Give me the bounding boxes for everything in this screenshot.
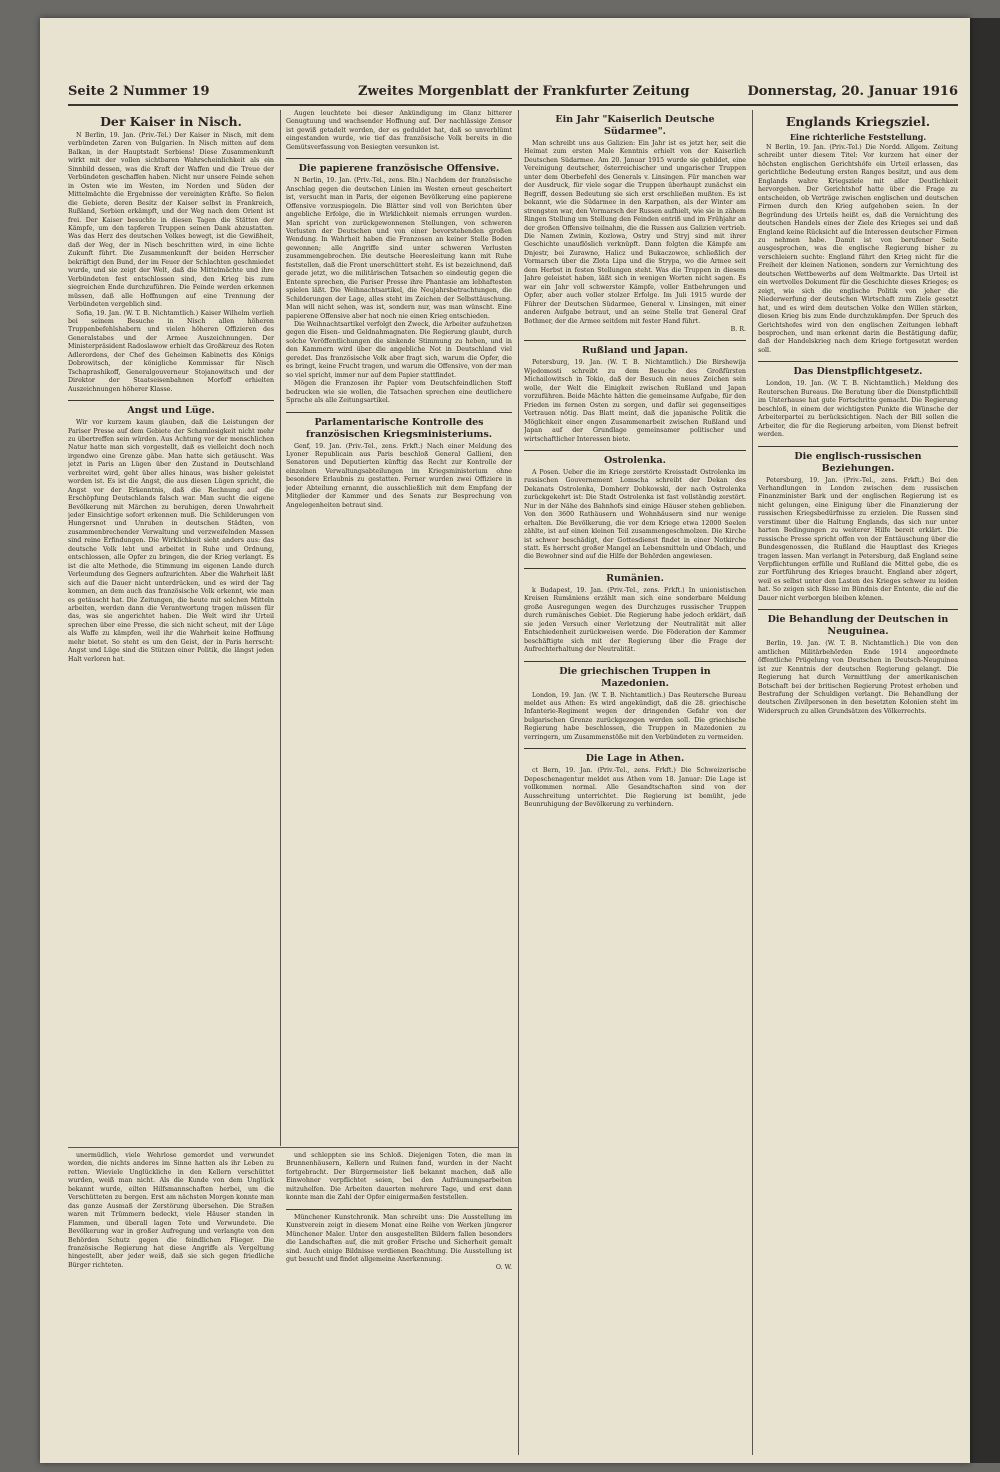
article-body: Petersburg, 19. Jan. (Priv.-Tel., zens. Frkft.) Bei den Verhandlungen in London zwischen dem russischen Finanzminister Bark und der englischen Regierung ist es nicht gelungen, eine Einigung über die Finanzierung der russischen Kriegsbedürfnisse zu erzielen. Die Russen sind verstimmt über die Haltung Englands, das sich nur unter harten Bedingungen zu weiterer Hilfe bereit erklärt. Die russische Presse spricht offen von der Enttäuschung über die Bundesgenossen, die Rußland die Hauptlast des Krieges tragen lassen. Man verlangt in Petersburg, daß England seine Verpflichtungen erfülle und Rußland die Mittel gebe, die es zur Fortführung des Krieges braucht. England aber zögert, weil es selbst unter den Lasten des Krieges schwer zu leiden hat. So zeigen sich Risse im Bündnis der Entente, die auf die Dauer nicht verborgen bleiben können. [758, 476, 958, 602]
article-body: Petersburg, 19. Jan. (W. T. B. Nichtamtlich.) Die Birshewija Wjedomosti schreibt zu dem Besuche des Großfürsten Michailowitsch in Tokio, daß der Besuch ein neues Zeichen sein wolle, der Welt die Einigkeit zwischen Rußland und Japan vorzuführen. Beide Mächte hätten die gemeinsame Aufgabe, für den Frieden im fernen Osten zu sorgen, und dafür sei gegenseitiges Vertrauen nötig. Das Blatt meint, daß die japanische Politik die Möglichkeit einer engen Zusammenarbeit zwischen Rußland und Japan auf der Grundlage gemeinsamer politischer und wirtschaftlicher Interessen biete. [524, 359, 746, 443]
article-title: Die griechischen Truppen in Mazedonien. [559, 665, 711, 689]
article-body: Augen leuchtete bei dieser Ankündigung im Glanz bitterer Genugtuung und wachsender Hoffnung auf. Der nachlässige Zensor ist gewiß getadelt worden, der es geduldet hat, daß so unverblümt eingestanden wurde, wie tief das französische Volk bereits in die Gemütsverfassung von Besiegten versunken ist. [286, 110, 512, 151]
article-title: Die papierene französische Offensive. [298, 163, 500, 175]
column-4 [758, 110, 958, 1450]
article-title: Die Lage in Athen. [585, 753, 685, 765]
header-page-number: Seite 2 Nummer 19 [68, 84, 210, 99]
header-masthead: Zweites Morgenblatt der Frankfurter Zeitung [358, 84, 690, 99]
article-body: Berlin, 19. Jan. (W. T. B. Nichtamtlich.) Die von den amtlichen Militärbehörden Ende 1914 angeordnete öffentliche Prügelung von Deutschen in Deutsch-Neuguinea ist zur Kenntnis der deutschen Regierung gelangt. Die Regierung hat durch Vermittlung der amerikanischen Botschaft bei der britischen Regierung Protest erhoben und Bestrafung der Schuldigen verlangt. Die Behandlung der deutschen Zivilpersonen in den besetzten Kolonien steht im Widerspruch zu allen Grundsätzen des Völkerrechts. [758, 640, 958, 715]
article-title: Die Behandlung der Deutschen in Neuguinea. [767, 614, 949, 638]
article-title: Parlamentarische Kontrolle des französischen Kriegsministeriums. [305, 416, 493, 440]
article-title: Ein Jahr "Kaiserlich Deutsche Südarmee". [555, 114, 715, 137]
article-body: Die Weihnachtsartikel verfolgt den Zweck, die Arbeiter aufzuhetzen gegen die Eisen- und Geldnahmagnaten. Die Regierung glaubt, durch solche Veröffentlichungen die sinkende Stimmung zu heben, und in den Kammern wird über die angebliche Not in Deutschland viel geredet. Das französische Volk aber fragt sich, warum die Opfer, die es bringt, keine Frucht tragen, und warum die Offensive, von der man so viel spricht, immer nur auf dem Papier stattfindet. [286, 320, 512, 379]
article-body: Genf, 19. Jan. (Priv.-Tel., zens. Frkft.) Nach einer Meldung des Lyoner Republicain aus Paris beschloß General Gallieni, den Senatoren und Deputierten künftig das Recht zur Kontrolle der einzelnen Verwaltungsabteilungen im Kriegsministerium ohne besondere Erlaubnis zu gestatten. Ferner wurden zwei Offiziere in jeder Abteilung ernannt, die ausschließlich mit dem Empfang der Mitglieder der Kammer und des Senats zur Besprechung von Angelegenheiten betraut sind. [286, 442, 512, 509]
article-body: Mögen die Franzosen ihr Papier vom Deutschfeindlichen Stoff bedrucken wie sie wollen, die Tatsachen sprechen eine deutlichere Sprache als alle Zeitungsartikel. [286, 380, 512, 405]
feuilleton-rule [68, 1147, 518, 1148]
article-body: London, 19. Jan. (W. T. B. Nichtamtlich.) Meldung des Reuterschen Bureaus. Die Beratung über die Dienstpflichtbill im Unterhause hat gute Fortschritte gemacht. Die Regierung beschloß, in einem der wichtigsten Punkte die Wünsche der Arbeiterpartei zu berücksichtigen. Nach der Bill sollen die Arbeiter, die für die Regierung arbeiten, vom Dienst befreit werden. [758, 380, 958, 439]
scan-margin [970, 18, 1000, 1463]
article-body: ct Bern, 19. Jan. (Priv.-Tel., zens. Frkft.) Die Schweizerische Depeschenagentur meldet aus Athen vom 18. Januar: Die Lage ist vollkommen normal. Alle Gesandtschaften sind von der Ausschreitung unterrichtet. Die Regierung ist bemüht, jede Beunruhigung der Bevölkerung zu verhindern. [524, 767, 746, 809]
article-title: Der Kaiser in Nisch. [100, 114, 242, 129]
column-2 [286, 110, 512, 1144]
article-title: Englands Kriegsziel. [785, 114, 931, 129]
feuilleton-body: Münchener Kunstchronik. Man schreibt uns: Die Ausstellung im Kunstverein zeigt in diesem Monat eine Reihe von Werken jüngerer Münchener Maler. Unter den ausgestellten Bildern fallen besonders die Landschaften auf, die mit großer Frische und Sicherheit gemalt sind. Auch einige Bildnisse verdienen Beachtung. Die Ausstellung ist gut besucht und findet allgemeine Anerkennung. [286, 1213, 512, 1263]
feuilleton-col-1 [68, 1152, 274, 1448]
column-1 [68, 110, 274, 1144]
feuilleton-signature: O. W. [495, 1264, 512, 1272]
column-divider [752, 110, 753, 1455]
article-title: Die englisch-russischen Beziehungen. [794, 450, 922, 474]
article-title: Angst und Lüge. [127, 405, 215, 417]
feuilleton-col-2 [286, 1152, 512, 1448]
article-body: A Posen. Ueber die im Kriege zerstörte Kreisstadt Ostrolenka im russischen Gouvernement Lomscha schreibt der Dekan des Dekanats Ostrolenka, Domherr Dobkowski, der nach Ostrolenka zurückgekehrt ist: Die Stadt Ostrolenka ist fast vollständig zerstört. Nur in der Nähe des Bahnhofs sind einige Häuser stehen geblieben. Von den 3600 Rathäusern und Wohnhäusern sind nur wenige erhalten. Die Bevölkerung, die vor dem Kriege etwa 12000 Seelen zählte, ist auf einen kleinen Teil zusammengeschmolzen. Die Kirche ist schwer beschädigt, der Gottesdienst findet in einer Notkirche statt. Es herrscht großer Mangel an Lebensmitteln und Obdach, und die Bewohner sind auf die Hilfe der Behörden angewiesen. [524, 468, 746, 561]
article-title: Rumänien. [606, 572, 664, 584]
article-body: N Berlin, 19. Jan. (Priv.-Tel.) Der Kaiser in Nisch, mit dem verbündeten Zaren von Bulgarien. In Nisch mitten auf dem Balkan, in der Hauptstadt Serbiens! Diese Zusammenkunft wirkt mit der vollen sichtbaren Wahrscheinlichkeit als ein Sinnbild dessen, was die Kraft der Waffen und die Treue der Verbündeten geschaffen haben. Nicht nur unsere Feinde sehen in Osten wie im Westen, im Norden und Süden der Mittelmächte die Ergebnisse der vereinigten Kräfte. So fielen die Gebiete, deren Besitz der Kaiser selbst in Frankreich, Rußland, Serbien erkämpft, und der Weg nach dem Orient ist frei. Der Kaiser besuchte in diesen Tagen die Stätten der Kämpfe, um den tapferen Truppen seinen Dank abzustatten. Was das Herz des deutschen Volkes bewegt, ist die Gewißheit, daß der Weg, der in Nisch beschritten wird, in eine lichte Zukunft führt. Die Zusammenkunft der beiden Herrscher bekräftigt den Bund, der im Feuer der Schlachten geschmiedet wurde, und sie zeigt der Welt, daß die Mittelmächte und ihre Verbündeten fest entschlossen sind, den Krieg bis zum siegreichen Ende durchzuführen. Die Feinde werden erkennen müssen, daß alle Hoffnungen auf eine Trennung der Verbündeten vergeblich sind. [68, 132, 274, 309]
article-signature: B. R. [730, 325, 746, 333]
feuilleton-body: unermüdlich, viele Wehrlose gemordet und verwundet worden, die nichts anderes im Sinne hatten als ihr Leben zu retten. Wieviele Unglückliche in den Kellern verschüttet wurden, weiß man nicht. Als die Kunde von dem Unglück bekannt wurde, eilten Hilfsmannschaften herbei, um die Verschütteten zu bergen. Erst am nächsten Morgen konnte man das ganze Ausmaß der Zerstörung übersehen. Die Straßen waren mit Trümmern bedeckt, viele Häuser standen in Flammen, und überall lagen Tote und Verwundete. Die Bevölkerung war in großer Aufregung und verlangte von den Behörden Schutz gegen die feindlichen Flieger. Die französische Regierung hat diese Angriffe als Vergeltung hingestellt, aber jeder weiß, daß sie sich gegen friedliche Bürger richteten. [68, 1152, 274, 1269]
article-body: London, 19. Jan. (W. T. B. Nichtamtlich.) Das Reutersche Bureau meldet aus Athen: Es wird angekündigt, daß die 28. griechische Infanterie-Regiment wegen der dringenden Gefahr von der bulgarischen Grenze zurückgezogen werden soll. Die griechische Regierung habe beschlossen, die Truppen in Mazedonien zu verringern, um Zusammenstöße mit den Verbündeten zu vermeiden. [524, 691, 746, 741]
header-date: Donnerstag, 20. Januar 1916 [747, 84, 958, 99]
article-title: Ostrolenka. [604, 454, 666, 466]
article-title: Rußland und Japan. [581, 345, 689, 357]
article-body: k Budapest, 19. Jan. (Priv.-Tel., zens. Frkft.) In unionistischen Kreisen Rumäniens erzählt man sich eine sonderbare Meldung große Ausregungen wegen des Durchzuges russischer Truppen durch rumänisches Gebiet. Die Regierung habe jedoch erklärt, daß sie jeden Versuch einer Verletzung der Neutralität mit aller Entschiedenheit zurückweisen werde. Die Föderation der Kammer beschäftigte sich mit der Regierung über die Frage der Aufrechterhaltung der Neutralität. [524, 586, 746, 654]
page-header [68, 78, 958, 106]
feuilleton-body: und schleppten sie ins Schloß. Diejenigen Toten, die man in Brunnenhäusern, Kellern und Ruinen fand, wurden in der Nacht fortgebracht. Der Bürgermeister ließ bekannt machen, daß alle Einwohner verpflichtet seien, bei den Aufräumungsarbeiten mitzuhelfen. Die Arbeiten dauerten mehrere Tage, und erst dann konnte man die Zahl der Opfer einigermaßen feststellen. [286, 1152, 512, 1202]
article-body: N Berlin, 19. Jan. (Priv.-Tel.) Die Nordd. Allgem. Zeitung schreibt unter diesem Titel: Vor kurzem hat einer der höchsten englischen Gerichtshöfe ein Urteil erlassen, das gerichtliche Bedeutung ersten Ranges besitzt, und aus dem Englands wahre Kriegsziele mit aller Deutlichkeit hervorgehen. Der Gerichtshof hatte über die Frage zu entscheiden, ob Verträge zwischen englischen und deutschen Firmen durch den Krieg aufgehoben seien. In der Begründung des Urteils heißt es, daß die Vernichtung des deutschen Handels eines der Ziele des Krieges sei und daß England keine Rücksicht auf die Interessen deutscher Firmen zu nehmen habe. Damit ist von berufener Seite ausgesprochen, was die englische Regierung bisher zu verschleiern suchte: England führt den Krieg nicht für die Freiheit der kleinen Nationen, sondern zur Vernichtung des deutschen Wettbewerbs auf dem Weltmarkte. Das Urteil ist ein wertvolles Dokument für die Geschichte dieses Krieges; es zeigt, wie sich die englische Politik von jeher die Niederwerfung der deutschen Wirtschaft zum Ziele gesetzt hat, und es wird dem deutschen Volke den Willen stärken, diesen Krieg bis zum Ende durchzukämpfen. Der Spruch des Gerichtshofes wird von den englischen Zeitungen lebhaft besprochen, und man erkennt darin die Bestätigung dafür, daß der Handelskrieg nach dem Kriege fortgesetzt werden soll. [758, 144, 958, 354]
article-body: Sofia, 19. Jan. (W. T. B. Nichtamtlich.) Kaiser Wilhelm verlieh bei seinem Besuche in Nisch allen höheren Truppenbefehlshabern und vielen höheren Offizieren des Generalstabes und der Armee Auszeichnungen. Der Ministerpräsident Radoslawow erhielt das Großkreuz des Roten Adlerordens, der Chef des Geheimen Kabinetts des Königs Dobrowitsch, der königliche Kommissar für Nisch Tschaprashikoff, Generalgouverneur Stojanowitsch und der Direktor der Staatseisenbahnen Morfoff erhielten Auszeichnungen höherer Klasse. [68, 309, 274, 393]
article-title: Das Dienstpflichtgesetz. [793, 366, 923, 378]
column-divider [518, 110, 519, 1455]
column-3 [524, 110, 746, 1450]
article-subtitle: Eine richterliche Feststellung. [789, 132, 927, 142]
column-divider [280, 110, 281, 1146]
article-body: Man schreibt uns aus Galizien: Ein Jahr ist es jetzt her, seit die Heimat zum ersten Male Kenntnis erhielt von der Kaiserlich Deutschen Südarmee. Am 20. Januar 1915 wurde sie gebildet, eine Vereinigung deutscher, österreichischer und ungarischer Truppen unter dem Oberbefehl des Generals v. Linsingen. Für manchen war der Ausdruck, für viele sogar die Truppen überhaupt zunächst ein Begriff, dessen Bedeutung sie sich erst erschließen mußten. Es ist bekannt, wie die Südarmee in den Karpathen, als der Winter am strengsten war, den Vormarsch der Russen aufhielt, wie sie in zähem Ringen Stellung um Stellung den Feinden entriß und im Frühjahr an der großen Offensive teilnahm, die die Russen aus Galizien vertrieb. Die Namen Zwinin, Kozlowa, Ostry und Stryj sind mit ihrer Geschichte unauflöslich verknüpft. Dann folgten die Kämpfe am Dnjestr, bei Zurawno, Halicz und Bukaczowce, schließlich der Vormarsch über die Zlota Lipa und die Strypa, wo die Armee seit dem Herbst in festen Stellungen steht. Was die Truppen in diesem Jahre geleistet haben, läßt sich in wenigen Worten nicht sagen. Es war ein Jahr voll schwerster Kämpfe, voller Entbehrungen und Opfer, aber auch voller stolzer Erfolge. Im Juli 1915 wurde der Führer der Deutschen Südarmee, General v. Linsingen, mit einer anderen Aufgabe betraut, und an seine Stelle trat General Graf Bothmer, der die Armee seitdem mit fester Hand führt. [524, 140, 746, 325]
article-body: N Berlin, 19. Jan. (Priv.-Tel., zens. Bln.) Nachdem der französische Anschlag gegen die deutschen Linien im Westen erneut gescheitert ist, versucht man in Paris, der eigenen Bevölkerung eine papierene Offensive vorzuspiegeln. Die Blätter sind voll von Berichten über angebliche Erfolge, die in Wirklichkeit niemals errungen wurden. Man spricht von zurückgewonnenen Stellungen, von schweren Verlusten der Deutschen und von einer bevorstehenden großen Wendung. In Wahrheit haben die Franzosen an keiner Stelle Boden gewonnen; alle Angriffe sind unter schweren Verlusten zusammengebrochen. Die deutsche Heeresleitung kann mit Ruhe feststellen, daß die Front unerschüttert steht. Es ist bezeichnend, daß gerade jetzt, wo die militärischen Tatsachen so eindeutig gegen die Entente sprechen, die Pariser Presse ihre Phantasie am lebhaftesten spielen läßt. Die Weihnachtsartikel, die Neujahrsbetrachtungen, die Schilderungen der Lage, alles steht im Zeichen der Selbsttäuschung. Man will nicht sehen, was ist, sondern nur, was man wünscht. Eine papierene Offensive aber hat noch nie einen Krieg entschieden. [286, 177, 512, 320]
article-body: Wir vor kurzem kaum glauben, daß die Leistungen der Pariser Presse auf dem Gebiete der Schamlosigkeit nicht mehr zu übertreffen sein würden. Aus Achtung vor der menschlichen Natur hatte man sich vorgestellt, daß es vielleicht doch noch irgendwo eine Grenze gäbe. Man hatte sich getäuscht. Was jetzt in Paris an Lügen über den Zustand in Deutschland verbreitet wird, geht über alles hinaus, was bisher geleistet worden ist. Es ist die Angst, die aus diesen Lügen spricht, die Angst vor der Erkenntnis, daß die Rechnung auf die Erschöpfung Deutschlands falsch war. Man sucht die eigene Bevölkerung mit Märchen zu beruhigen, deren Unwahrheit jeder Einsichtige sofort erkennen muß. Die Schilderungen von Hungersnot und Unruhen in deutschen Städten, von zusammenbrechender Verwaltung und verzweifelnden Massen sind reine Erfindungen. Die Wirklichkeit sieht anders aus: das deutsche Volk lebt und arbeitet in Ruhe und Ordnung, entschlossen, alle Opfer zu bringen, die der Krieg verlangt. Es ist die alte Methode, die Stimmung im eigenen Lande durch Verleumdung des Gegners aufzurichten. Aber die Wahrheit läßt sich auf die Dauer nicht unterdrücken, und es wird der Tag kommen, an dem auch das französische Volk erkennt, wie man es getäuscht hat. Die Zeitungen, die heute mit solchen Mitteln arbeiten, werden dann die Verantwortung tragen müssen für das, was sie angerichtet haben. Die Welt wird ihr Urteil sprechen über eine Presse, die sich nicht scheut, mit der Lüge als Waffe zu kämpfen, weil ihr die Wahrheit keine Hoffnung mehr bietet. So steht es um den Geist, der in Paris herrscht: Angst und Lüge sind die Stützen einer Politik, die längst jeden Halt verloren hat. [68, 419, 274, 663]
newspaper-page [40, 18, 970, 1463]
